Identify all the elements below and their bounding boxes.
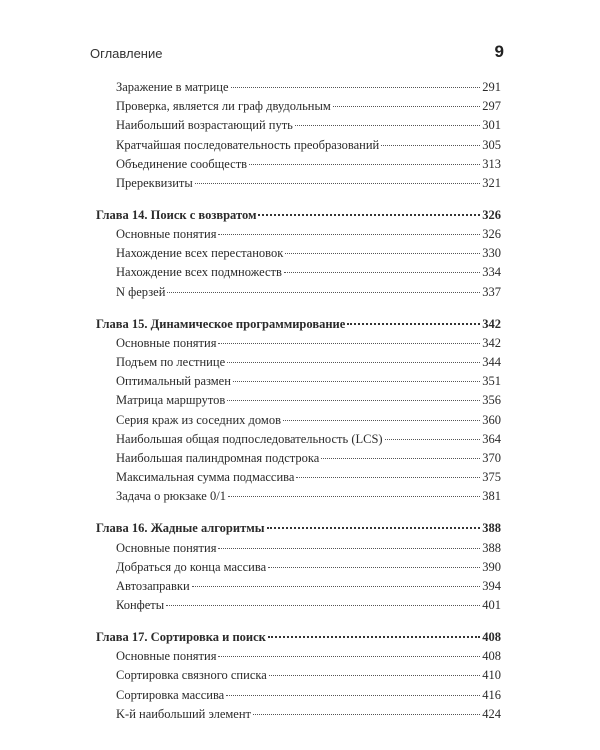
page-reference: 344 bbox=[482, 355, 501, 370]
toc-entry-row bbox=[96, 468, 501, 487]
page-reference: 408 bbox=[482, 630, 501, 645]
entry-title: Кратчайшая последовательность преобразований bbox=[116, 137, 380, 152]
page-reference: 410 bbox=[482, 668, 501, 683]
entry-title: Заражение в матрице bbox=[116, 80, 229, 94]
entry-title: Добраться до конца массива bbox=[116, 559, 267, 574]
page-reference: 334 bbox=[482, 265, 501, 280]
chapter-spacer bbox=[96, 302, 501, 315]
toc-entry-row bbox=[96, 174, 501, 193]
toc-entry-row bbox=[96, 334, 501, 353]
toc-entry-row bbox=[96, 647, 501, 666]
toc-entry-row bbox=[96, 263, 501, 282]
running-head-title: Оглавление bbox=[90, 46, 163, 61]
page-reference: 356 bbox=[482, 393, 501, 408]
page-reference: 416 bbox=[482, 687, 501, 702]
entry-title: Основные понятия bbox=[116, 540, 217, 555]
entry-title: Основные понятия bbox=[116, 335, 217, 350]
page-reference: 408 bbox=[482, 649, 501, 664]
toc-entry-row bbox=[96, 136, 501, 155]
page-reference: 330 bbox=[482, 246, 501, 261]
page-reference: 337 bbox=[482, 284, 501, 299]
dot-leader bbox=[268, 566, 480, 568]
toc-chapter-row bbox=[96, 206, 501, 225]
toc-chapter-row bbox=[96, 519, 501, 538]
page-reference: 394 bbox=[482, 578, 501, 593]
toc-entry-row bbox=[96, 225, 501, 244]
entry-title: Максимальная сумма подмассива bbox=[116, 470, 295, 485]
toc-entry-row bbox=[96, 283, 501, 302]
dot-leader bbox=[321, 457, 480, 459]
toc-entry-row bbox=[96, 705, 501, 724]
chapter-spacer bbox=[96, 615, 501, 628]
page-reference: 326 bbox=[482, 227, 501, 242]
entry-title: Оптимальный размен bbox=[116, 374, 231, 389]
chapter-title: Глава 17. Сортировка и поиск bbox=[96, 630, 266, 645]
dot-leader bbox=[231, 86, 481, 88]
entry-title: Основные понятия bbox=[116, 227, 217, 242]
dot-leader bbox=[385, 438, 481, 440]
page-reference: 381 bbox=[482, 489, 501, 504]
page-reference: 326 bbox=[482, 207, 501, 222]
entry-title: Задача о рюкзаке 0/1 bbox=[116, 489, 226, 504]
dot-leader bbox=[167, 291, 480, 293]
dot-leader bbox=[285, 252, 480, 254]
page-reference: 342 bbox=[482, 335, 501, 350]
page-reference: 364 bbox=[482, 431, 501, 446]
toc-entry-row bbox=[96, 666, 501, 685]
dot-leader bbox=[227, 361, 480, 363]
page-reference: 424 bbox=[482, 706, 501, 721]
page-reference: 291 bbox=[482, 80, 501, 94]
dot-leader bbox=[347, 322, 480, 325]
chapter-title: Глава 14. Поиск с возвратом bbox=[96, 207, 257, 222]
entry-title: Серия краж из соседних домов bbox=[116, 412, 281, 427]
entry-title: Пререквизиты bbox=[116, 175, 193, 190]
entry-title: Сортировка связного списка bbox=[116, 668, 267, 683]
chapter-spacer bbox=[96, 507, 501, 520]
entry-title: Наибольший возрастающий путь bbox=[116, 118, 293, 133]
dot-leader bbox=[227, 399, 480, 401]
dot-leader bbox=[296, 476, 480, 478]
dot-leader bbox=[284, 271, 480, 273]
dot-leader bbox=[295, 124, 480, 126]
chapter-title: Глава 15. Динамическое программирование bbox=[96, 316, 346, 331]
dot-leader bbox=[283, 419, 480, 421]
dot-leader bbox=[249, 163, 480, 165]
toc-entry-row bbox=[96, 372, 501, 391]
page-reference: 321 bbox=[482, 175, 501, 190]
entry-title: Матрица маршрутов bbox=[116, 393, 226, 408]
entry-title: N ферзей bbox=[116, 284, 166, 299]
dot-leader bbox=[258, 213, 480, 216]
toc-entry-row bbox=[96, 155, 501, 174]
toc-entry-row bbox=[96, 596, 501, 615]
dot-leader bbox=[195, 182, 480, 184]
dot-leader bbox=[218, 342, 480, 344]
entry-title: Наибольшая общая подпоследовательность (LCS) bbox=[116, 431, 383, 446]
page-header bbox=[90, 42, 504, 66]
dot-leader bbox=[269, 674, 480, 676]
dot-leader bbox=[226, 694, 480, 696]
toc-entry-row bbox=[96, 116, 501, 135]
dot-leader bbox=[166, 604, 480, 606]
entry-title: Наибольшая палиндромная подстрока bbox=[116, 450, 320, 465]
toc-entry-row bbox=[96, 430, 501, 449]
dot-leader bbox=[218, 655, 480, 657]
page-reference: 390 bbox=[482, 559, 501, 574]
toc-entry-row bbox=[96, 244, 501, 263]
toc-entry-row bbox=[96, 686, 501, 705]
page-reference: 360 bbox=[482, 412, 501, 427]
toc-entry-row bbox=[96, 558, 501, 577]
page-reference: 297 bbox=[482, 99, 501, 114]
page-reference: 313 bbox=[482, 156, 501, 171]
dot-leader bbox=[381, 144, 480, 146]
dot-leader bbox=[218, 547, 480, 549]
chapter-title: Глава 16. Жадные алгоритмы bbox=[96, 521, 265, 536]
chapter-spacer bbox=[96, 193, 501, 206]
entry-title: K-й наибольший элемент bbox=[116, 706, 251, 721]
toc-chapter-row bbox=[96, 628, 501, 647]
page-reference: 351 bbox=[482, 374, 501, 389]
toc-chapter-row bbox=[96, 315, 501, 334]
toc-entry-row bbox=[96, 353, 501, 372]
toc-entry-row bbox=[96, 391, 501, 410]
entry-title: Автозаправки bbox=[116, 578, 190, 593]
table-of-contents bbox=[96, 78, 501, 724]
dot-leader bbox=[233, 380, 480, 382]
page-reference: 370 bbox=[482, 450, 501, 465]
page-reference: 342 bbox=[482, 316, 501, 331]
toc-entry-row bbox=[96, 449, 501, 468]
page-reference: 305 bbox=[482, 137, 501, 152]
entry-title: Проверка, является ли граф двудольным bbox=[116, 99, 331, 114]
toc-entry-row bbox=[96, 411, 501, 430]
toc-entry-row bbox=[96, 78, 501, 97]
dot-leader bbox=[218, 233, 480, 235]
dot-leader bbox=[253, 713, 480, 715]
entry-title: Нахождение всех перестановок bbox=[116, 246, 284, 261]
dot-leader bbox=[268, 635, 480, 638]
page-reference: 375 bbox=[482, 470, 501, 485]
entry-title: Сортировка массива bbox=[116, 687, 225, 702]
page-number: 9 bbox=[494, 42, 504, 61]
entry-title: Основные понятия bbox=[116, 649, 217, 664]
page-reference: 401 bbox=[482, 598, 501, 613]
dot-leader bbox=[228, 495, 480, 497]
toc-entry-row bbox=[96, 487, 501, 506]
toc-entry-row bbox=[96, 97, 501, 116]
page-reference: 388 bbox=[482, 540, 501, 555]
entry-title: Нахождение всех подмножеств bbox=[116, 265, 282, 280]
entry-title: Объединение сообществ bbox=[116, 156, 248, 171]
entry-title: Подъем по лестнице bbox=[116, 355, 226, 370]
dot-leader bbox=[192, 585, 481, 587]
page-reference: 301 bbox=[482, 118, 501, 133]
toc-entry-row bbox=[96, 577, 501, 596]
page-reference: 388 bbox=[482, 521, 501, 536]
entry-title: Конфеты bbox=[116, 598, 165, 613]
dot-leader bbox=[333, 105, 480, 107]
toc-entry-row bbox=[96, 539, 501, 558]
dot-leader bbox=[267, 526, 481, 529]
